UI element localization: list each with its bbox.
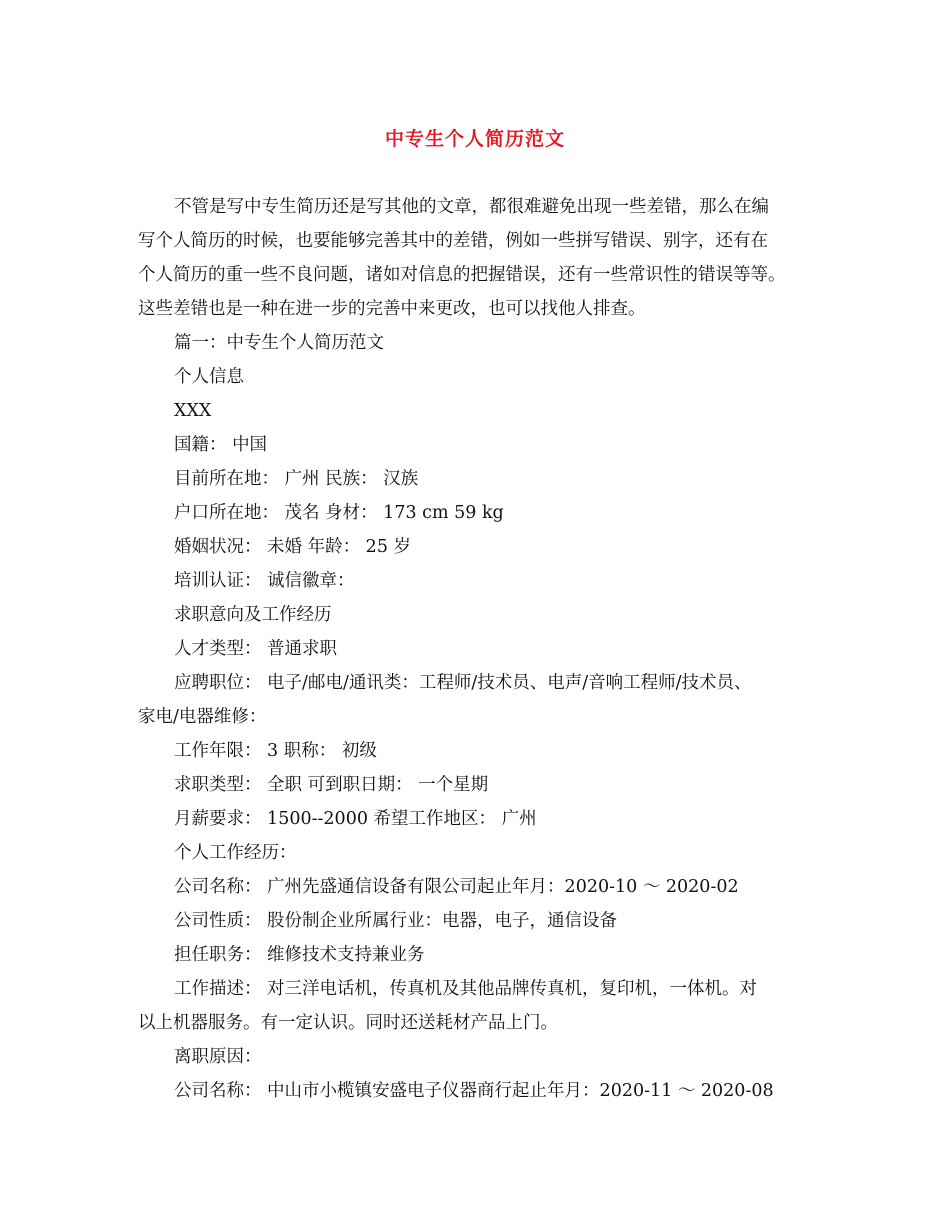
info-line: 培训认证： 诚信徽章： bbox=[174, 571, 355, 591]
info-line: 国籍： 中国 bbox=[174, 435, 268, 455]
description-line-cont: 以上机器服务。有一定认识。同时还送耗材产品上门。 bbox=[138, 1013, 558, 1033]
info-line: 离职原因： bbox=[174, 1047, 262, 1067]
info-line: 担任职务： 维修技术支持兼业务 bbox=[174, 945, 425, 965]
position-line: 应聘职位： 电子/邮电/通讯类：工程师/技术员、电声/音响工程师/技术员、 bbox=[174, 673, 752, 693]
info-line: 婚姻状况： 未婚 年龄： 25 岁 bbox=[174, 537, 412, 557]
description-line: 工作描述： 对三洋电话机，传真机及其他品牌传真机，复印机，一体机。对 bbox=[174, 979, 758, 999]
info-line: 公司性质： 股份制企业所属行业：电器，电子，通信设备 bbox=[174, 911, 618, 931]
intro-line: 这些差错也是一种在进一步的完善中来更改，也可以找他人排查。 bbox=[138, 299, 646, 319]
intro-line: 不管是写中专生简历还是写其他的文章，都很难避免出现一些差错，那么在编 bbox=[174, 197, 769, 217]
section-heading: 个人信息 bbox=[174, 367, 244, 387]
intro-line: 写个人简历的时候，也要能够完善其中的差错，例如一些拼写错误、别字，还有在 bbox=[138, 231, 768, 251]
section-heading: 个人工作经历： bbox=[174, 843, 297, 863]
info-line: 人才类型： 普通求职 bbox=[174, 639, 338, 659]
info-line: 公司名称： 广州先盛通信设备有限公司起止年月：2020-10 ～ 2020-02 bbox=[174, 877, 739, 897]
info-line: 户口所在地： 茂名 身材： 173 cm 59 kg bbox=[174, 503, 504, 523]
intro-line: 个人简历的重一些不良问题，诸如对信息的把握错误，还有一些常识性的错误等等。 bbox=[138, 265, 786, 285]
position-line-cont: 家电/电器维修： bbox=[138, 707, 267, 727]
resume-name: XXX bbox=[174, 401, 212, 421]
info-line: 工作年限： 3 职称： 初级 bbox=[174, 741, 377, 761]
document-title: 中专生个人简历范文 bbox=[384, 128, 565, 150]
info-line: 月薪要求： 1500--2000 希望工作地区： 广州 bbox=[174, 809, 537, 829]
info-line: 目前所在地： 广州 民族： 汉族 bbox=[174, 469, 419, 489]
info-line: 公司名称： 中山市小榄镇安盛电子仪器商行起止年月：2020-11 ～ 2020-08 bbox=[174, 1081, 774, 1101]
section-heading: 求职意向及工作经历 bbox=[174, 605, 332, 625]
info-line: 求职类型： 全职 可到职日期： 一个星期 bbox=[174, 775, 489, 795]
section-heading: 篇一：中专生个人简历范文 bbox=[174, 333, 384, 353]
document-body bbox=[138, 190, 828, 1108]
